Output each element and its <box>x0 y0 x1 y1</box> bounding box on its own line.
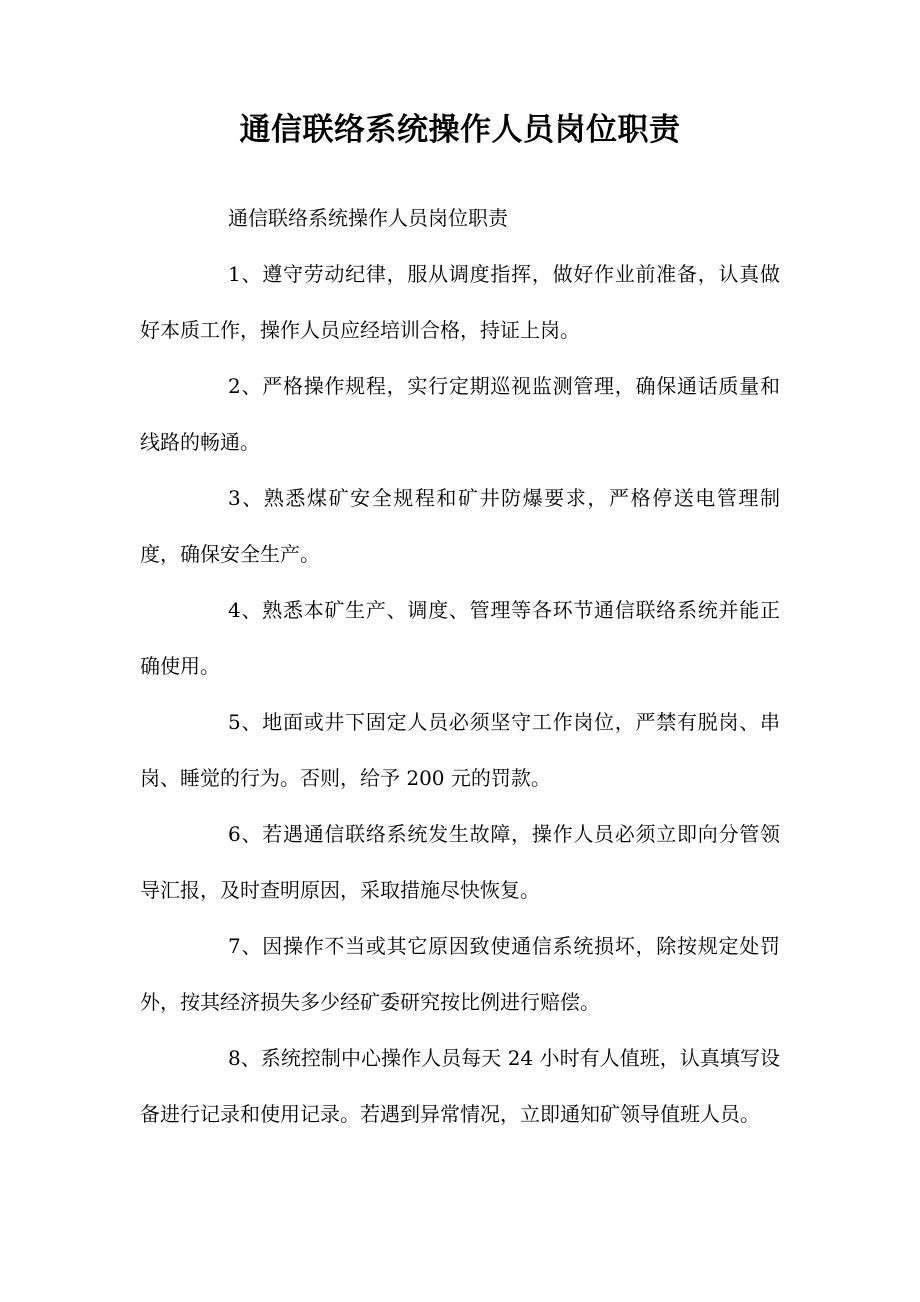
duty-item-1: 1、遵守劳动纪律，服从调度指挥，做好作业前准备，认真做好本质工作，操作人员应经培训合格，持证上岗。 <box>140 262 780 342</box>
duty-item-6: 6、若遇通信联络系统发生故障，操作人员必须立即向分管领导汇报，及时查明原因，采取措施尽快恢复。 <box>140 822 780 902</box>
document-body <box>140 190 780 1142</box>
duty-item-2: 2、严格操作规程，实行定期巡视监测管理，确保通话质量和线路的畅通。 <box>140 374 780 454</box>
duty-item-7: 7、因操作不当或其它原因致使通信系统损坏，除按规定处罚外，按其经济损失多少经矿委研究按比例进行赔偿。 <box>140 934 780 1014</box>
duty-item-8: 8、系统控制中心操作人员每天 24 小时有人值班，认真填写设备进行记录和使用记录。若遇到异常情况，立即通知矿领导值班人员。 <box>140 1046 780 1126</box>
document-title: 通信联络系统操作人员岗位职责 <box>239 112 681 148</box>
document-subtitle: 通信联络系统操作人员岗位职责 <box>228 206 508 230</box>
duty-item-3: 3、熟悉煤矿安全规程和矿井防爆要求，严格停送电管理制度，确保安全生产。 <box>140 486 780 566</box>
duty-item-5: 5、地面或井下固定人员必须坚守工作岗位，严禁有脱岗、串岗、睡觉的行为。否则，给予 200 元的罚款。 <box>140 710 780 790</box>
duty-item-4: 4、熟悉本矿生产、调度、管理等各环节通信联络系统并能正确使用。 <box>140 598 780 678</box>
